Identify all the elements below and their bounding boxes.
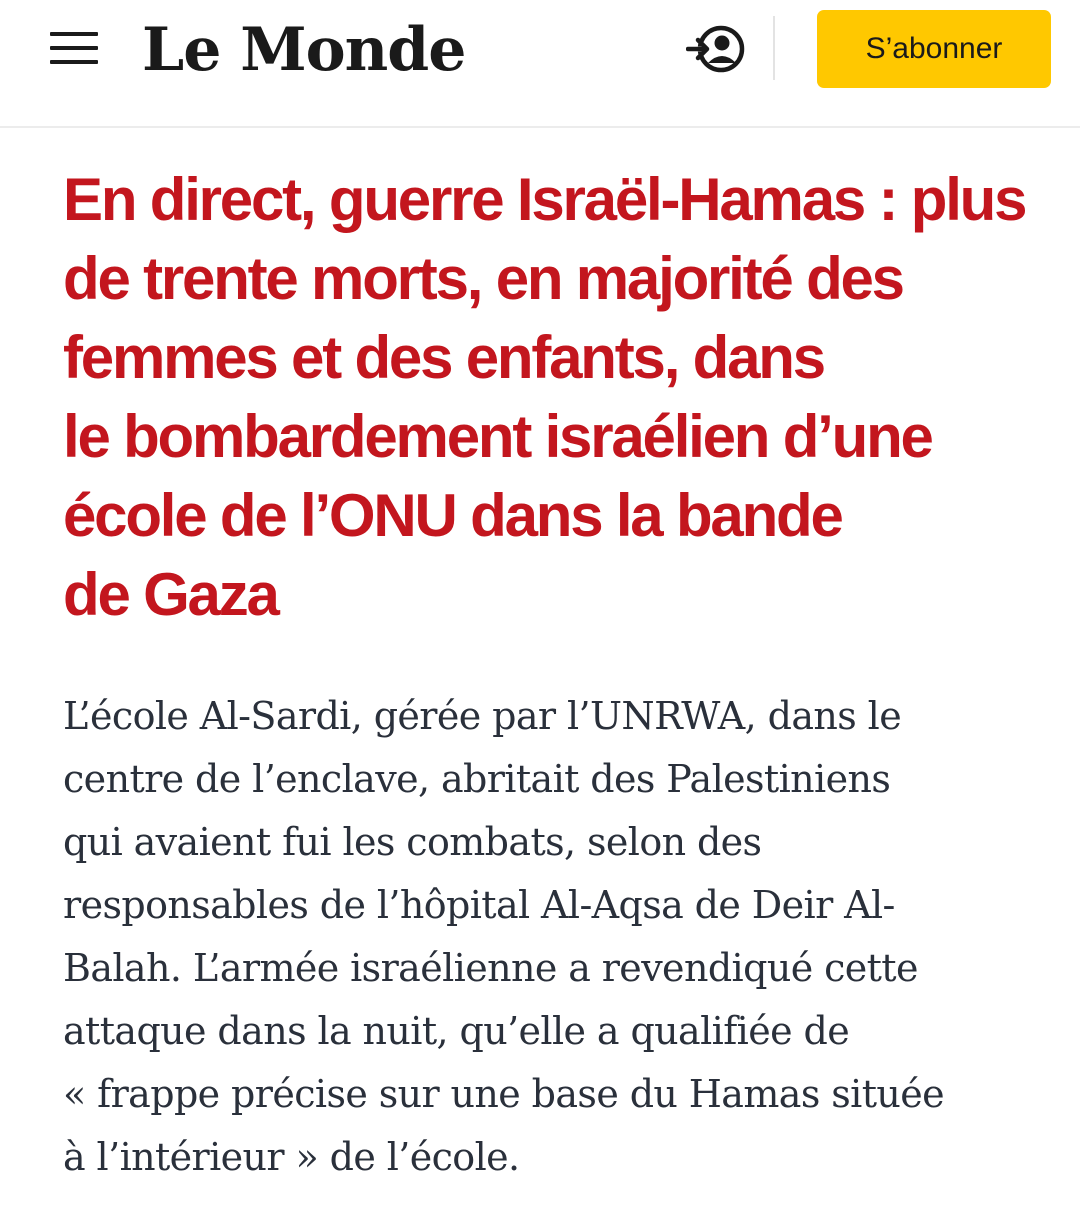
lead-line: qui avaient fui les combats, selon des (63, 820, 762, 864)
lead-line: à l’intérieur » de l’école. (63, 1135, 520, 1179)
headline-line: femmes et des enfants, dans (63, 324, 824, 391)
site-header (0, 0, 1080, 128)
headline-line: de Gaza (63, 561, 278, 628)
lead-line: centre de l’enclave, abritait des Palestiniens (63, 757, 891, 801)
lead-line: Balah. L’armée israélienne a revendiqué cette (63, 946, 918, 990)
login-user-icon[interactable] (686, 22, 748, 76)
lead-line: attaque dans la nuit, qu’elle a qualifiée de (63, 1009, 850, 1053)
menu-bar (50, 60, 98, 64)
article-headline (63, 160, 1053, 634)
hamburger-menu-icon[interactable] (46, 28, 102, 72)
subscribe-button[interactable]: S’abonner (817, 10, 1051, 88)
lead-line: L’école Al-Sardi, gérée par l’UNRWA, dans le (63, 694, 902, 738)
headline-line: de trente morts, en majorité des (63, 245, 903, 312)
menu-bar (50, 46, 98, 50)
header-divider (773, 16, 775, 80)
headline-line: En direct, guerre Israël-Hamas : plus (63, 166, 1026, 233)
menu-bar (50, 32, 98, 36)
login-user-icon-svg (686, 22, 748, 76)
lead-line: « frappe précise sur une base du Hamas située (63, 1072, 945, 1116)
lead-line: responsables de l’hôpital Al-Aqsa de Deir Al- (63, 883, 895, 927)
article-lead-paragraph (63, 685, 1053, 1189)
headline-line: école de l’ONU dans la bande (63, 482, 842, 549)
headline-line: le bombardement israélien d’une (63, 403, 932, 470)
le-monde-logo[interactable]: Le Monde (142, 15, 466, 85)
